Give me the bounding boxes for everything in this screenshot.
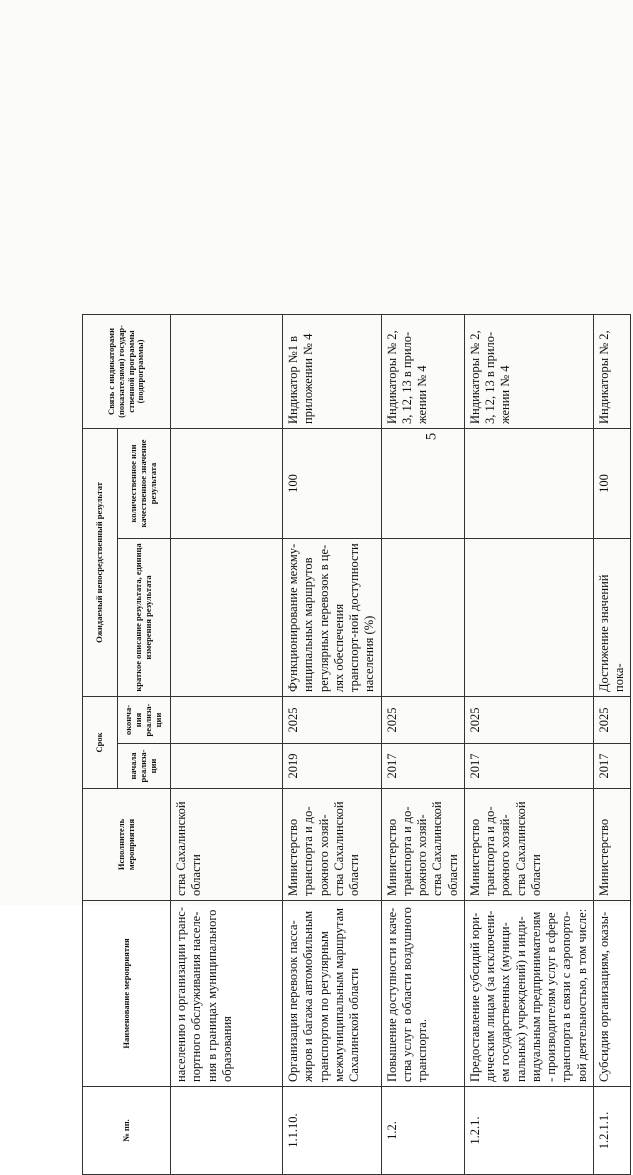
cell-name: Организация перевозок пасса-жиров и багажа автомобильным транспортом по регулярным межмуниципальным маршрутам Сахалинской области [283,901,382,1087]
cell-desc: Функционирование межму-ниципальных маршрутов регулярных перевозок в це-лях обеспечения транспорт-ной доступности населения (%) [283,538,382,696]
cell-end: 2025 [593,696,631,743]
header-num: № пп. [83,1087,171,1175]
cell-start: 2019 [283,744,382,789]
cell-executor: ства Сахалинской области [171,789,283,901]
rotated-table-wrapper [82,315,626,1175]
table-row [171,314,283,1174]
cell-executor: Министерство транспорта и до-рожного хозяй-ства Сахалинской области [381,789,464,901]
cell-name: Предоставление субсидий юри-дическим лицам (за исключени-ем государственных (муници-пальных) учреждений) и инди-видуальным предпринимателям - производителям услуг в сфере транспорта в связи с аэропорто-вой деятельностью, в том числе: [464,901,593,1087]
cell-end: 2025 [464,696,593,743]
cell-value: 100 [283,428,382,538]
cell-link: Индикаторы № 2, [593,314,631,428]
cell-end: 2025 [381,696,464,743]
header-term-start: начала реализа-ции [118,744,171,789]
header-exp-value: количественное или качественное значение результата [118,428,171,538]
cell-start: 2017 [464,744,593,789]
table-row [381,314,464,1174]
cell-link: Индикаторы № 2, 3, 12, 13 в прило-жении № 4 [464,314,593,428]
header-expected: Ожидаемый непосредственный результат [83,428,118,696]
header-row-1 [83,314,118,1174]
cell-executor: Министерство [593,789,631,901]
header-term-end: оконча-ния реализа-ции [118,696,171,743]
cell-desc [464,538,593,696]
cell-name: Субсидия организациям, оказы- [593,901,631,1087]
page-number: 5 [423,432,440,441]
cell-end [171,696,283,743]
cell-num: 1.1.10. [283,1087,382,1175]
table-row [464,314,593,1174]
cell-desc [381,538,464,696]
cell-value: 100 [593,428,631,538]
cell-value [381,428,464,538]
table-row [283,314,382,1174]
table-row [593,314,631,1174]
cell-value [171,428,283,538]
header-name: Наименование мероприятия [83,901,171,1087]
cell-link: Индикаторы № 2, 3, 12, 13 в прило-жении № 4 [381,314,464,428]
measures-table [82,314,631,1175]
cell-executor: Министерство транспорта и до-рожного хозяй-ства Сахалинской области [283,789,382,901]
header-exp-desc: краткое описание результата, единица измерения результата [118,538,171,696]
cell-link [171,314,283,428]
cell-start: 2017 [593,744,631,789]
cell-num: 1.2.1.1. [593,1087,631,1175]
cell-num: 1.2. [381,1087,464,1175]
cell-num [171,1087,283,1175]
cell-value [464,428,593,538]
cell-end: 2025 [283,696,382,743]
cell-desc [171,538,283,696]
header-executor: Исполнитель мероприятия [83,789,171,901]
header-term: Срок [83,696,118,788]
cell-name: населению и организации транс-портного обслуживания населе-ния в границах муниципального образования [171,901,283,1087]
cell-start [171,744,283,789]
cell-num: 1.2.1. [464,1087,593,1175]
cell-executor: Министерство транспорта и до-рожного хозяй-ства Сахалинской области [464,789,593,901]
cell-start: 2017 [381,744,464,789]
header-link: Связь с индикаторами (показателями) государ-ственной программы (подпрограммы) [83,314,171,428]
cell-link: Индикатор №1 в приложении № 4 [283,314,382,428]
cell-name: Повышение доступности и каче-ства услуг в области воздушного транспорта. [381,901,464,1087]
cell-desc: Достижение значений пока- [593,538,631,696]
